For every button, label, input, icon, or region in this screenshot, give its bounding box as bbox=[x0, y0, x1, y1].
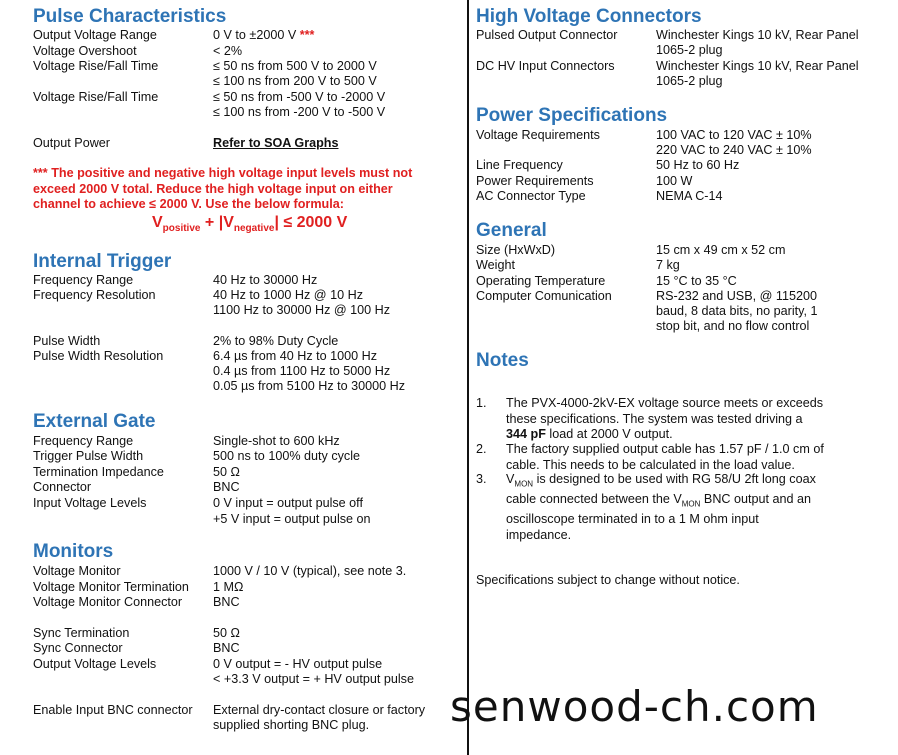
spec-label: Voltage Monitor bbox=[33, 564, 121, 578]
spec-value-2: 220 VAC to 240 VAC ± 10% bbox=[656, 143, 812, 157]
spec-value-2: baud, 8 data bits, no parity, 1 bbox=[656, 304, 818, 318]
note-item-3 bbox=[476, 472, 851, 543]
note-item-2 bbox=[476, 442, 851, 473]
note-line: cable connected between the $V_{MON}$ BNC output and an bbox=[506, 492, 812, 509]
section-title-external-gate: External Gate bbox=[33, 411, 156, 432]
spec-value: ≤ 50 ns from 500 V to 2000 V bbox=[213, 59, 377, 73]
spec-value-2: 1065-2 plug bbox=[656, 74, 723, 88]
spec-label: Voltage Requirements bbox=[476, 128, 600, 142]
spec-value: 15 cm x 49 cm x 52 cm bbox=[656, 243, 786, 257]
spec-value-2: 1065-2 plug bbox=[656, 43, 723, 57]
spec-label: Frequency Range bbox=[33, 434, 134, 448]
note-line: impedance. bbox=[506, 527, 572, 542]
spec-label: Voltage Rise/Fall Time bbox=[33, 59, 159, 73]
note-line: these specifications. The system was tested driving a bbox=[506, 411, 803, 426]
spec-label: Output Voltage Range bbox=[33, 28, 157, 42]
spec-value: RS-232 and USB, @ 115200 bbox=[656, 289, 817, 303]
spec-label: Pulsed Output Connector bbox=[476, 28, 618, 42]
spec-label: Size (HxWxD) bbox=[476, 243, 556, 257]
watermark: senwood-ch.com bbox=[450, 682, 819, 731]
spec-label: Sync Termination bbox=[33, 626, 130, 640]
note-line: 344 pF load at 2000 V output. bbox=[506, 427, 673, 441]
spec-value: 6.4 µs from 40 Hz to 1000 Hz bbox=[213, 349, 378, 363]
spec-label: Voltage Monitor Connector bbox=[33, 595, 183, 609]
spec-value: 500 ns to 100% duty cycle bbox=[213, 449, 361, 463]
spec-label: DC HV Input Connectors bbox=[476, 59, 615, 73]
note-line: $V_{MON}$ is designed to be used with RG 58/U 2ft long coax bbox=[506, 472, 816, 489]
spec-value-2: 1100 Hz to 30000 Hz @ 100 Hz bbox=[213, 303, 391, 317]
note-line: cable. This needs to be calculated in the load value. bbox=[506, 457, 795, 472]
section-title-pulse: Pulse Characteristics bbox=[33, 6, 227, 27]
spec-value: 0 V input = output pulse off bbox=[213, 496, 363, 510]
spec-label: Weight bbox=[476, 258, 515, 272]
spec-label: Frequency Resolution bbox=[33, 288, 156, 302]
spec-value: 7 kg bbox=[656, 258, 680, 272]
spec-label: Trigger Pulse Width bbox=[33, 449, 144, 463]
spec-label: Input Voltage Levels bbox=[33, 496, 147, 510]
formula: $V_{positive} + |V_{negative}| \le 2000$ V bbox=[152, 214, 348, 235]
spec-value-2: ≤ 100 ns from 200 V to 500 V bbox=[213, 74, 377, 88]
section-title-notes: Notes bbox=[476, 350, 529, 371]
spec-value: 40 Hz to 30000 Hz bbox=[213, 273, 318, 287]
warning-line-3: channel to achieve ≤ 2000 V. Use the below formula: bbox=[33, 197, 344, 211]
spec-value: 1000 V / 10 V (typical), see note 3. bbox=[213, 564, 407, 578]
column-divider bbox=[467, 0, 469, 755]
spec-value: 1 MΩ bbox=[213, 580, 244, 594]
section-title-hv-connectors: High Voltage Connectors bbox=[476, 6, 702, 27]
spec-value-3: 0.05 µs from 5100 Hz to 30000 Hz bbox=[213, 379, 406, 393]
spec-value-2: +5 V input = output pulse on bbox=[213, 512, 371, 526]
spec-value: Winchester Kings 10 kV, Rear Panel bbox=[656, 28, 859, 42]
spec-value: Winchester Kings 10 kV, Rear Panel bbox=[656, 59, 859, 73]
spec-value: External dry-contact closure or factory bbox=[213, 703, 426, 717]
spec-label: Frequency Range bbox=[33, 273, 134, 287]
soa-graphs-link[interactable]: Refer to SOA Graphs bbox=[213, 136, 339, 150]
note-number: 1. bbox=[476, 396, 487, 410]
spec-value: BNC bbox=[213, 595, 240, 609]
spec-label: Voltage Rise/Fall Time bbox=[33, 90, 159, 104]
note-number: 3. bbox=[476, 472, 487, 486]
spec-label: AC Connector Type bbox=[476, 189, 586, 203]
spec-label: Power Requirements bbox=[476, 174, 594, 188]
footer-disclaimer: Specifications subject to change without notice. bbox=[476, 573, 740, 587]
spec-label: Voltage Monitor Termination bbox=[33, 580, 189, 594]
spec-label: Output Power bbox=[33, 136, 111, 150]
warning-line-2: exceed 2000 V total. Reduce the high voltage input on either bbox=[33, 182, 393, 196]
spec-value: BNC bbox=[213, 641, 240, 655]
note-item-1 bbox=[476, 396, 851, 443]
spec-value: 50 Ω bbox=[213, 626, 240, 640]
spec-label: Voltage Overshoot bbox=[33, 44, 137, 58]
asterisk-mark: *** bbox=[299, 28, 315, 42]
warning-line-1: *** The positive and negative high voltage input levels must not bbox=[33, 166, 413, 180]
spec-label: Termination Impedance bbox=[33, 465, 164, 479]
spec-label: Operating Temperature bbox=[476, 274, 606, 288]
section-title-power: Power Specifications bbox=[476, 105, 668, 126]
spec-label: Line Frequency bbox=[476, 158, 563, 172]
spec-label: Pulse Width Resolution bbox=[33, 349, 164, 363]
spec-value-2: ≤ 100 ns from -200 V to -500 V bbox=[213, 105, 386, 119]
spec-value: Single-shot to 600 kHz bbox=[213, 434, 340, 448]
spec-value: 50 Hz to 60 Hz bbox=[656, 158, 740, 172]
section-title-internal-trigger: Internal Trigger bbox=[33, 251, 172, 272]
spec-value: 40 Hz to 1000 Hz @ 10 Hz bbox=[213, 288, 363, 302]
spec-value-2: < +3.3 V output = + HV output pulse bbox=[213, 672, 414, 686]
note-line: oscilloscope terminated in to a 1 M ohm input bbox=[506, 512, 759, 527]
note-line: The factory supplied output cable has 1.57 pF / 1.0 cm of bbox=[506, 442, 824, 456]
spec-value-2: supplied shorting BNC plug. bbox=[213, 718, 370, 732]
section-title-general: General bbox=[476, 220, 547, 241]
spec-value: BNC bbox=[213, 480, 240, 494]
spec-value: 50 Ω bbox=[213, 465, 240, 479]
spec-value: 0 V to ±2000 V *** bbox=[213, 28, 315, 42]
spec-label: Output Voltage Levels bbox=[33, 657, 157, 671]
spec-value-3: stop bit, and no flow control bbox=[656, 319, 810, 333]
spec-label: Sync Connector bbox=[33, 641, 123, 655]
section-title-monitors: Monitors bbox=[33, 541, 114, 562]
note-line: The PVX-4000-2kV-EX voltage source meets or exceeds bbox=[506, 396, 824, 410]
spec-value-2: 0.4 µs from 1100 Hz to 5000 Hz bbox=[213, 364, 391, 378]
spec-label: Connector bbox=[33, 480, 92, 494]
spec-value: 15 °C to 35 °C bbox=[656, 274, 737, 288]
spec-label: Computer Comunication bbox=[476, 289, 612, 303]
spec-value: < 2% bbox=[213, 44, 243, 58]
note-number: 2. bbox=[476, 442, 487, 456]
spec-label: Enable Input BNC connector bbox=[33, 703, 193, 717]
spec-value: NEMA C-14 bbox=[656, 189, 723, 203]
spec-value: 100 VAC to 120 VAC ± 10% bbox=[656, 128, 812, 142]
spec-label: Pulse Width bbox=[33, 334, 101, 348]
spec-value: 100 W bbox=[656, 174, 693, 188]
spec-value: ≤ 50 ns from -500 V to -2000 V bbox=[213, 90, 386, 104]
spec-value: 0 V output = - HV output pulse bbox=[213, 657, 383, 671]
spec-value: 2% to 98% Duty Cycle bbox=[213, 334, 339, 348]
